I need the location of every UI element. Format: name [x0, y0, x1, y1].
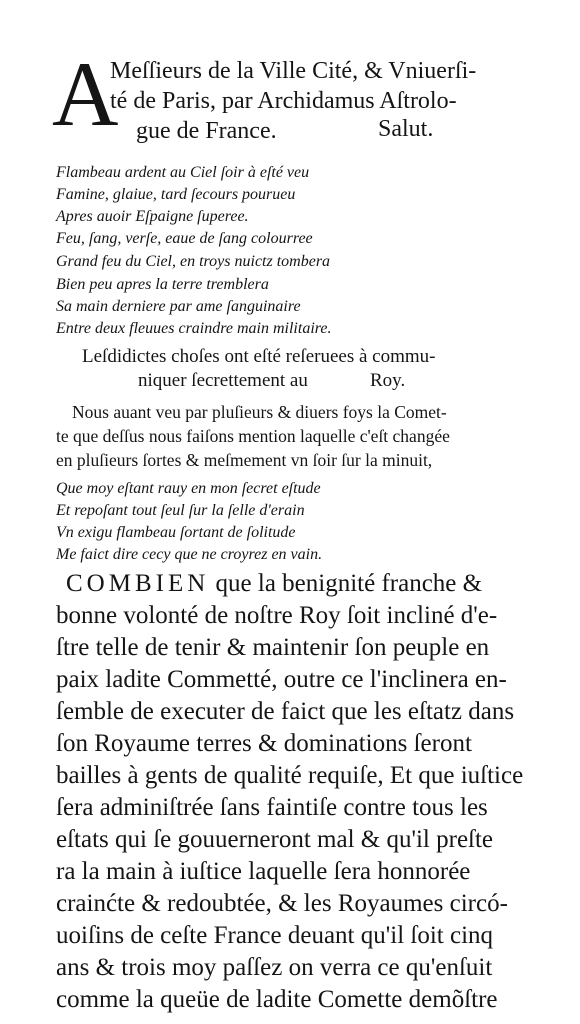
paragraph-line: te que deſſus nous faiſons mention laquelle c'eſt changée: [56, 426, 450, 446]
reserved-line: Leſdidictes choſes ont eſté reſeruees à commu-: [82, 346, 436, 367]
verse-line: Que moy eſtant rauy en mon ſecret eſtude: [56, 480, 321, 497]
verse-line: Me faict dire cecy que ne croyrez en vain.: [56, 546, 323, 563]
text-line: ſera adminiſtrée ſans faintiſe contre tous les: [56, 794, 488, 821]
verse-line: Et repoſant tout ſeul ſur la ſelle d'erain: [56, 502, 305, 519]
text-fragment: que la benignité franche &: [215, 570, 483, 597]
verse-line: Vn exigu flambeau ſortant de ſolitude: [56, 524, 296, 541]
drop-cap: A: [52, 43, 119, 145]
text-line: [66, 568, 482, 600]
first-word: COMBIEN: [66, 570, 210, 597]
verse-line: Bien peu apres la terre tremblera: [56, 276, 269, 293]
verse-line: Feu, ſang, verſe, eaue de ſang colourree: [56, 230, 313, 247]
text-line: crainćte & redoubtée, & les Royaumes circó-: [56, 890, 508, 917]
verse-line: Sa main derniere par ame ſanguinaire: [56, 298, 301, 315]
text-line: bailles à gents de qualité requiſe, Et que iuſtice: [56, 762, 524, 789]
text-line: ra la main à iuſtice laquelle ſera honnorée: [56, 858, 471, 885]
verse-line: Entre deux fleuues craindre main militaire.: [56, 320, 332, 337]
paragraph-line: Nous auant veu par pluſieurs & diuers foys la Comet-: [72, 402, 447, 422]
verse-line: Apres auoir Eſpaigne ſuperee.: [56, 208, 249, 225]
text-line: ans & trois moy paſſez on verra ce qu'enſuit: [56, 954, 493, 981]
dedication-line: Meſſieurs de la Ville Cité, & Vniuerſi-: [110, 58, 477, 84]
paragraph-line: en pluſieurs ſortes & meſmement vn ſoir ſur la minuit,: [56, 450, 433, 470]
text-line: bonne volonté de noſtre Roy ſoit incliné d'e-: [56, 602, 498, 629]
text-line: ſon Royaume terres & dominations ſeront: [56, 730, 472, 757]
text-line: uoiſins de ceſte France deuant qu'il ſoit cinq: [56, 922, 494, 949]
text-line: comme la queüe de ladite Comette demõſtre: [56, 986, 498, 1013]
verse-line: Flambeau ardent au Ciel ſoir à eſté veu: [56, 164, 310, 181]
text-line: ſtre telle de tenir & maintenir ſon peuple en: [56, 634, 490, 661]
verse-line: Famine, glaiue, tard ſecours pourueu: [56, 186, 296, 203]
text-line: paix ladite Commetté, outre ce l'inclinera en-: [56, 666, 507, 693]
reserved-line: Roy.: [370, 370, 406, 391]
dedication-line: gue de France.: [136, 118, 277, 144]
verse-line: Grand feu du Ciel, en troys nuictz tombera: [56, 253, 331, 270]
salutation: Salut.: [378, 116, 434, 142]
text-line: eſtats qui ſe gouuerneront mal & qu'il preſte: [56, 826, 494, 853]
dedication-line: té de Paris, par Archidamus Aſtrolo-: [110, 88, 457, 114]
text-line: ſemble de executer de faict que les eſtatz dans: [56, 698, 515, 725]
reserved-line: niquer ſecrettement au: [138, 370, 308, 391]
